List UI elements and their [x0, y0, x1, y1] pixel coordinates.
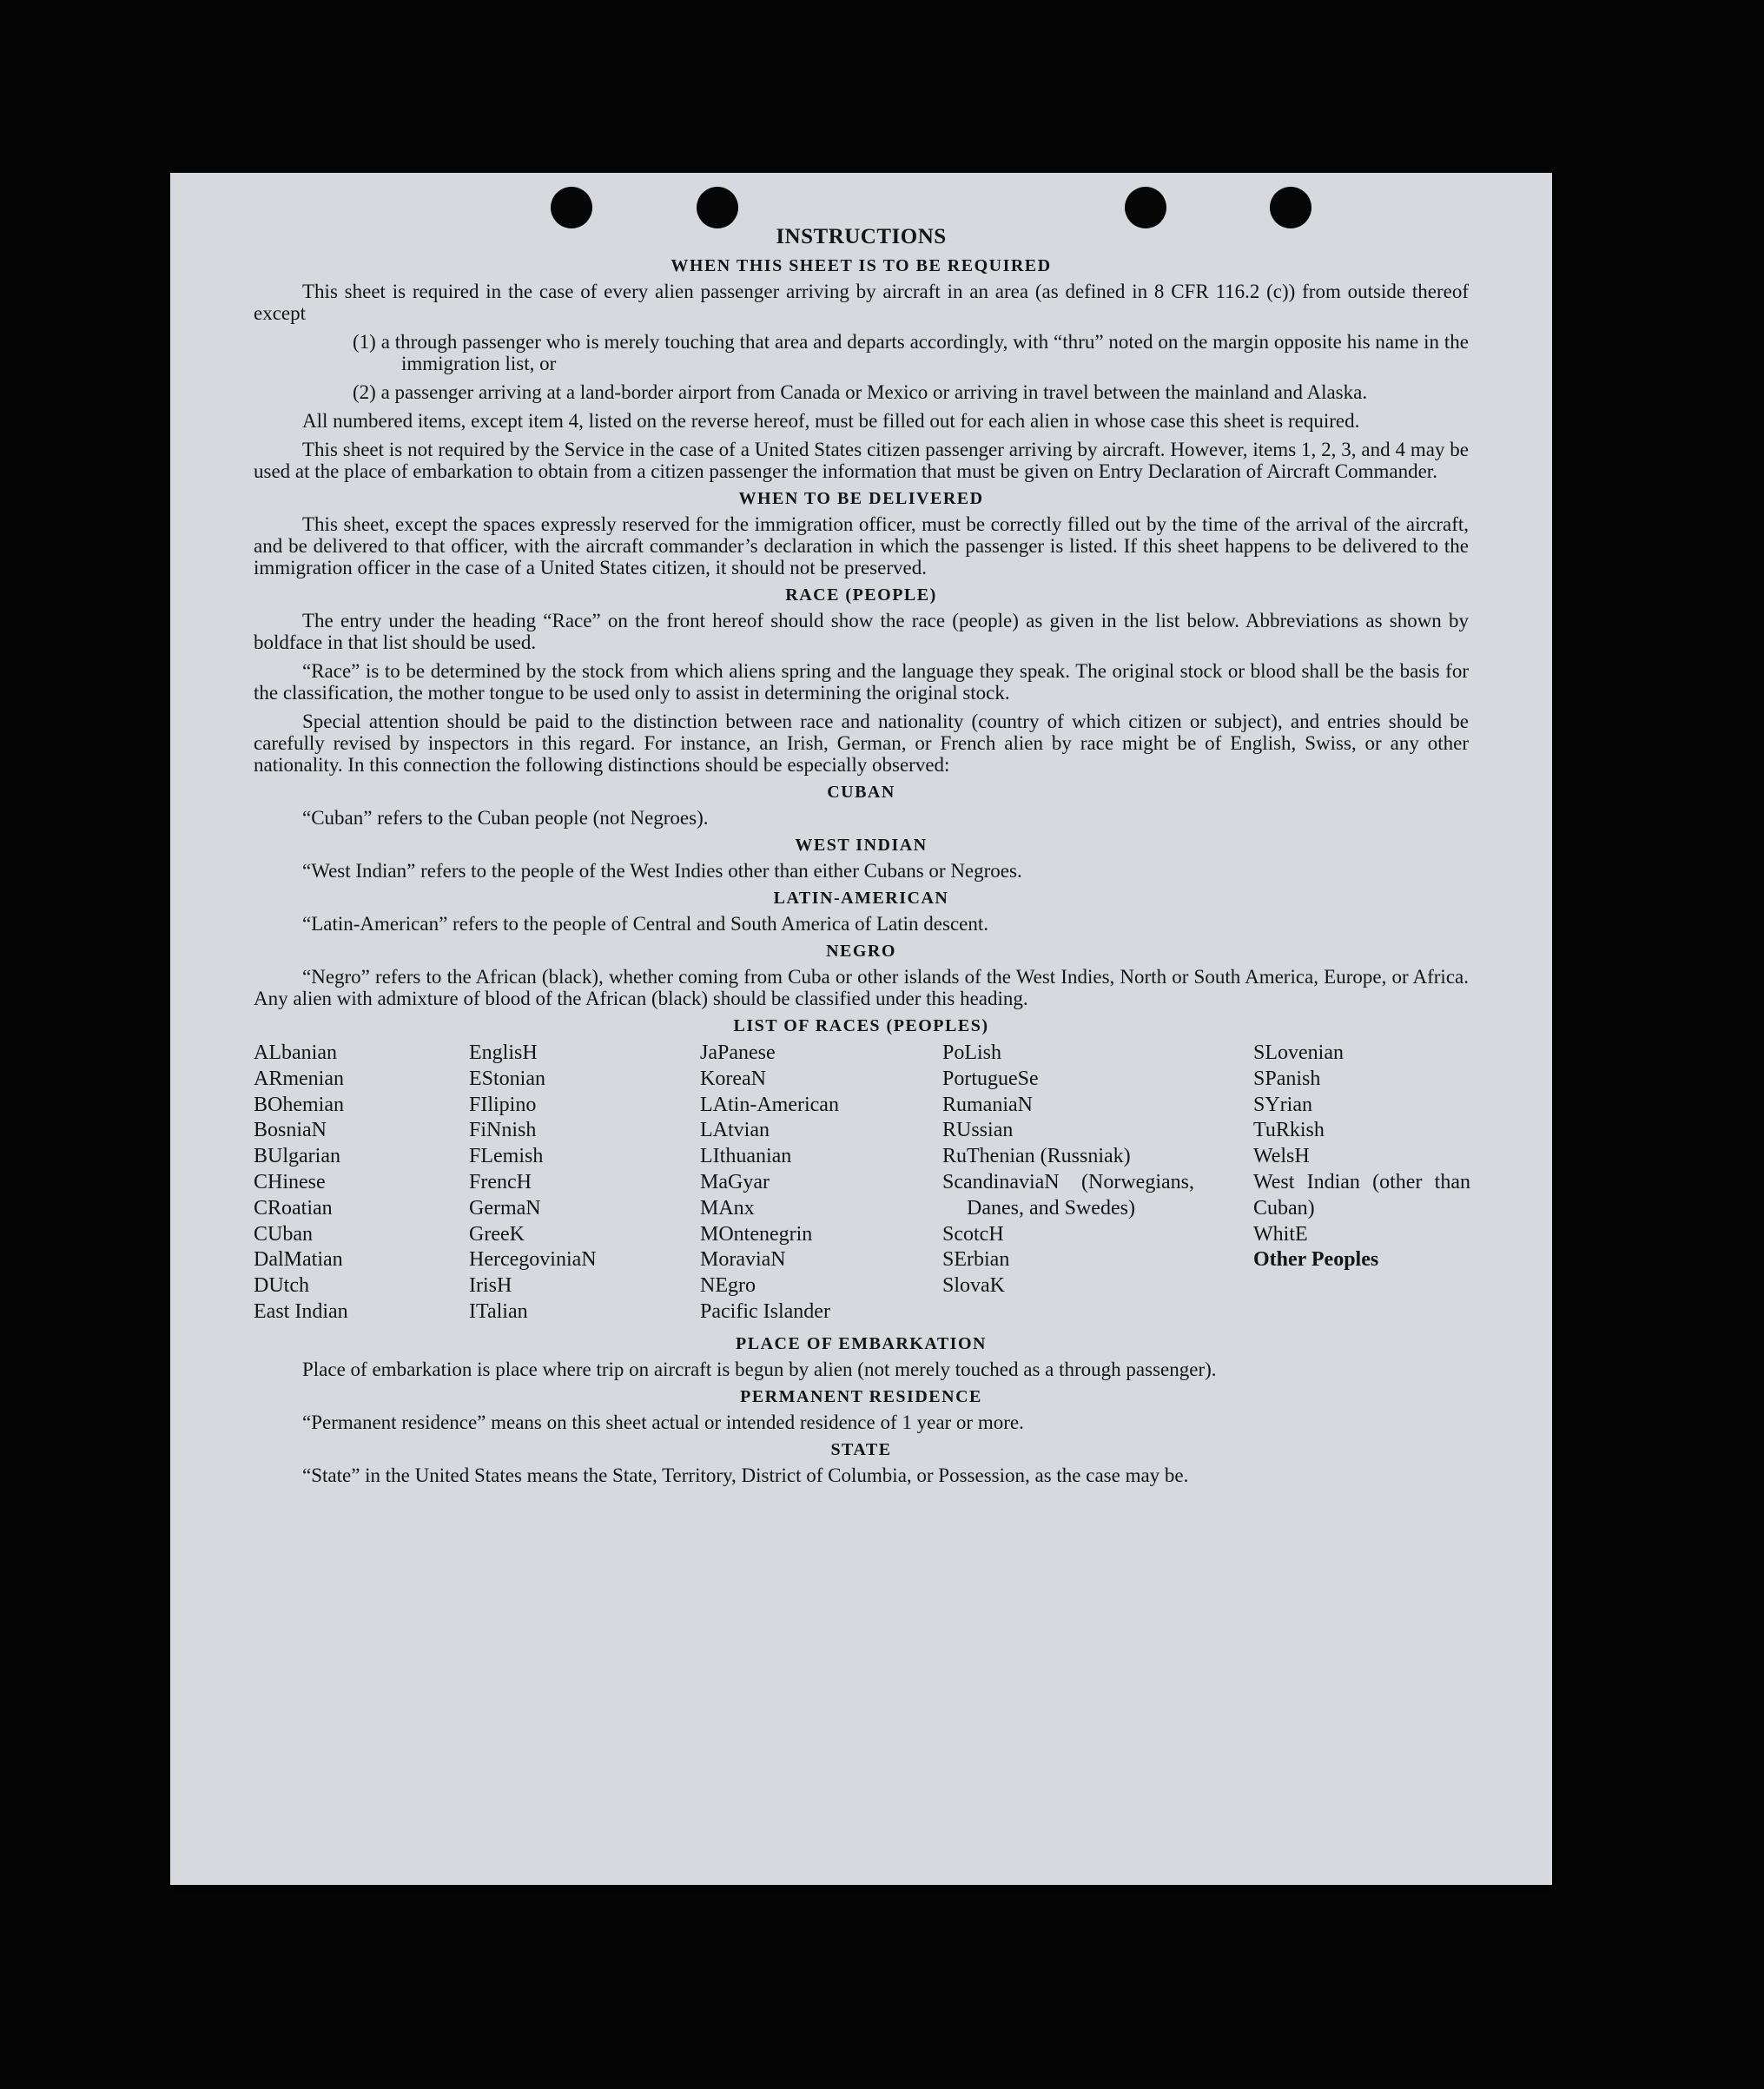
race-item: ALbanian: [254, 1041, 337, 1064]
race-column-4: [942, 1041, 1194, 1299]
race-item: SYrian: [1253, 1093, 1312, 1116]
race-item: SLovenian: [1253, 1041, 1344, 1064]
race-column-3: [700, 1041, 839, 1325]
section-heading: PLACE OF EMBARKATION: [736, 1334, 987, 1353]
paragraph: “State” in the United States means the State, Territory, District of Columbia, or Possession, as the case may be.: [302, 1464, 1189, 1486]
race-item: FIlipino: [469, 1093, 537, 1116]
paragraph: The entry under the heading “Race” on the front hereof should show the race (people) as given in the list below. Abbreviations as shown by boldface in that list should be used.: [254, 610, 1469, 653]
section-heading: WHEN TO BE DELIVERED: [738, 489, 984, 508]
race-list: [254, 1041, 1469, 1327]
race-item: SlovaK: [942, 1274, 1005, 1298]
race-item: WelsH: [1253, 1145, 1310, 1168]
race-item: SErbian: [942, 1248, 1010, 1272]
paragraph: All numbered items, except item 4, listed on the reverse hereof, must be filled out for each alien in whose case this sheet is required.: [302, 410, 1360, 432]
list-item: (2) a passenger arriving at a land-border airport from Canada or Mexico or arriving in travel between the mainland and Alaska.: [353, 381, 1368, 403]
paragraph: “Cuban” refers to the Cuban people (not Negroes).: [302, 807, 709, 829]
race-item: JaPanese: [700, 1041, 776, 1064]
race-column-2: [469, 1041, 597, 1325]
race-item: MAnx: [700, 1196, 755, 1220]
race-item: BUlgarian: [254, 1145, 340, 1168]
punch-hole-2: [697, 187, 738, 228]
race-item: MaGyar: [700, 1170, 770, 1193]
race-item: East Indian: [254, 1299, 348, 1323]
race-item: KoreaN: [700, 1067, 766, 1090]
race-item: MOntenegrin: [700, 1222, 813, 1246]
race-item: LAtin-American: [700, 1093, 839, 1116]
race-column-5: [1253, 1041, 1470, 1273]
list-item: (1) a through passenger who is merely touching that area and departs accordingly, with “thru” noted on the margin opposite his name in the immigration list, or: [353, 331, 1469, 374]
section-heading: WEST INDIAN: [795, 836, 928, 855]
race-item: FrencH: [469, 1170, 532, 1193]
paragraph: This sheet is required in the case of every alien passenger arriving by aircraft in an area (as defined in 8 CFR 116.2 (c)) from outside thereof except: [254, 281, 1469, 324]
race-item: RUssian: [942, 1119, 1014, 1142]
race-item: ScandinaviaN (Norwegians, Danes, and Swedes): [942, 1170, 1194, 1220]
race-item: WhitE: [1253, 1222, 1308, 1246]
paragraph: Place of embarkation is place where trip on aircraft is begun by alien (not merely touched as a through passenger).: [302, 1359, 1217, 1380]
race-column-1: [254, 1041, 348, 1325]
section-heading: PERMANENT RESIDENCE: [740, 1387, 982, 1406]
punch-hole-1: [551, 187, 592, 228]
race-item: RuThenian (Russniak): [942, 1145, 1131, 1168]
paragraph: “Permanent residence” means on this sheet actual or intended residence of 1 year or more.: [302, 1411, 1024, 1433]
race-item: ScotcH: [942, 1222, 1004, 1246]
document-sheet: [170, 173, 1552, 1885]
section-heading: NEGRO: [826, 942, 896, 961]
section-heading: WHEN THIS SHEET IS TO BE REQUIRED: [671, 256, 1052, 275]
race-item: CHinese: [254, 1170, 326, 1193]
paragraph: Special attention should be paid to the distinction between race and nationality (country of which citizen or subject), and entries should be carefully revised by inspectors in this regard. For instance, an Irish, German, or French alien by race might be of English, Swiss, or any other nationality. In this connection the following distinctions should be especially observed:: [254, 711, 1469, 776]
race-item: Pacific Islander: [700, 1299, 830, 1323]
race-item: DalMatian: [254, 1248, 343, 1272]
punch-hole-3: [1125, 187, 1166, 228]
race-item: NEgro: [700, 1274, 756, 1298]
race-list-heading: LIST OF RACES (PEOPLES): [733, 1016, 989, 1035]
race-item: LIthuanian: [700, 1145, 792, 1168]
section-heading: CUBAN: [827, 783, 895, 802]
race-item: Other Peoples: [1253, 1248, 1379, 1272]
race-item: ITalian: [469, 1299, 528, 1323]
race-item: IrisH: [469, 1274, 512, 1298]
paragraph: This sheet is not required by the Service in the case of a United States citizen passenger arriving by aircraft. However, items 1, 2, 3, and 4 may be used at the place of embarkation to obtain from a citizen passenger the information that must be given on Entry Declaration of Aircraft Commander.: [254, 439, 1469, 482]
race-item: FLemish: [469, 1145, 544, 1168]
race-item: EStonian: [469, 1067, 545, 1090]
paragraph: “West Indian” refers to the people of the West Indies other than either Cubans or Negroes.: [302, 860, 1022, 882]
race-item: LAtvian: [700, 1119, 770, 1142]
race-item: PoLish: [942, 1041, 1002, 1064]
section-heading: STATE: [830, 1440, 892, 1459]
race-item: MoraviaN: [700, 1248, 786, 1272]
page-title: INSTRUCTIONS: [776, 225, 947, 248]
race-item: PortugueSe: [942, 1067, 1039, 1090]
paragraph: This sheet, except the spaces expressly reserved for the immigration officer, must be correctly filled out by the time of the arrival of the aircraft, and be delivered to that officer, with the aircraft commander’s declaration in which the passenger is listed. If this sheet happens to be delivered to the immigration officer in the case of a United States citizen, it should not be preserved.: [254, 513, 1469, 578]
section-heading: LATIN-AMERICAN: [773, 889, 949, 908]
race-item: ARmenian: [254, 1067, 344, 1090]
paragraph: “Latin-American” refers to the people of Central and South America of Latin descent.: [302, 913, 988, 935]
race-item: TuRkish: [1253, 1119, 1325, 1142]
section-heading: RACE (PEOPLE): [785, 585, 937, 605]
instructions-text: [254, 225, 1469, 1493]
race-item: DUtch: [254, 1274, 309, 1298]
race-item: BosniaN: [254, 1119, 327, 1142]
race-item: RumaniaN: [942, 1093, 1033, 1116]
race-item: BOhemian: [254, 1093, 344, 1116]
race-item: GreeK: [469, 1222, 525, 1246]
race-item: SPanish: [1253, 1067, 1321, 1090]
punch-hole-4: [1270, 187, 1311, 228]
race-item: EnglisH: [469, 1041, 538, 1064]
race-item: GermaN: [469, 1196, 541, 1220]
paragraph: “Negro” refers to the African (black), whether coming from Cuba or other islands of the West Indies, North or South America, Europe, or Africa. Any alien with admixture of blood of the African (black) should be classified under this heading.: [254, 966, 1469, 1009]
race-item: West Indian (other than Cuban): [1253, 1170, 1470, 1220]
race-item: HercegoviniaN: [469, 1248, 597, 1272]
race-item: FiNnish: [469, 1119, 537, 1142]
race-item: CRoatian: [254, 1196, 333, 1220]
race-item: CUban: [254, 1222, 313, 1246]
paragraph: “Race” is to be determined by the stock from which aliens spring and the language they speak. The original stock or blood shall be the basis for the classification, the mother tongue to be used only to assist in determining the original stock.: [254, 660, 1469, 704]
